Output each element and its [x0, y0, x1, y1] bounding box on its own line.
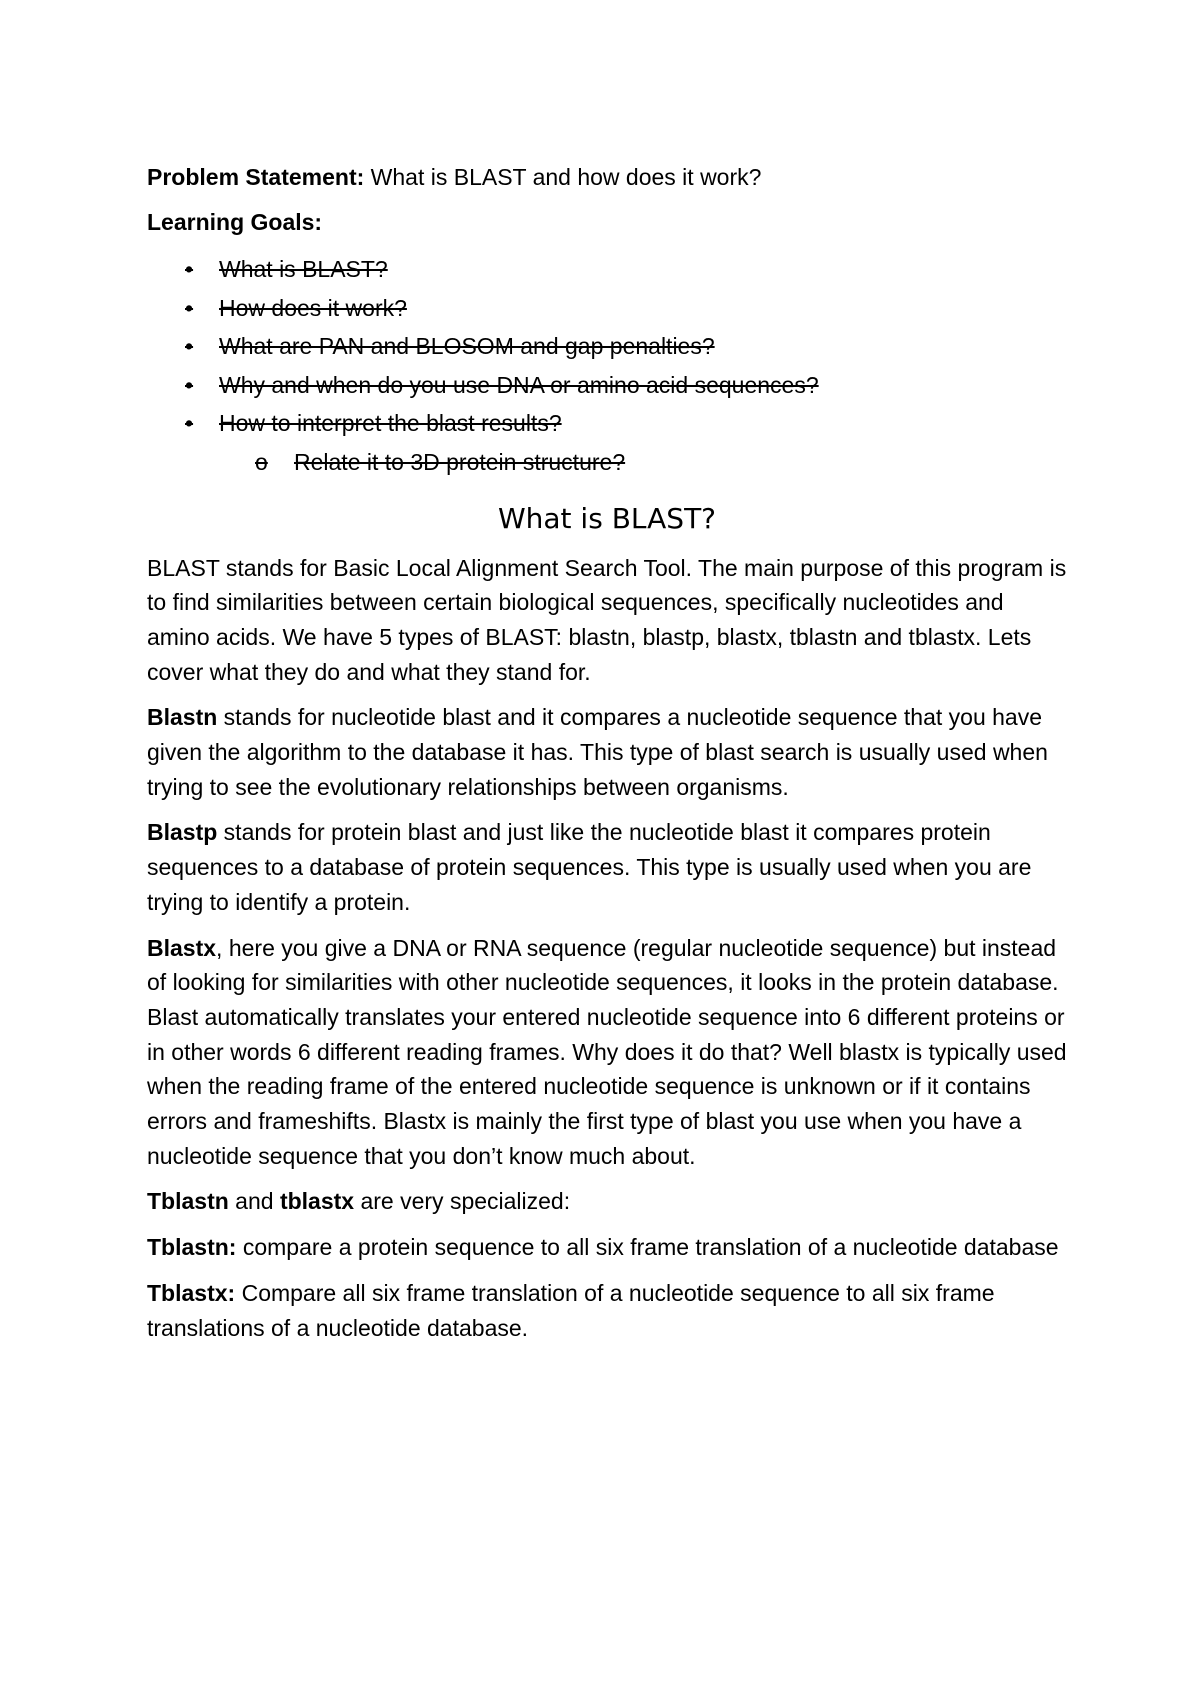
bullet-icon: • [185, 294, 194, 321]
problem-statement [147, 160, 1067, 194]
learning-goals-sublist [147, 443, 1067, 481]
intro-paragraph: BLAST stands for Basic Local Alignment Search Tool. The main purpose of this program is to find similarities between certain biological sequences, specifically nucleotides and amino acids. We have 5 types of BLAST: blastn, blastp, blastx, tblastn and tblastx. Lets cover what they do and what they stand for. [147, 554, 1067, 685]
blastn-text: stands for nucleotide blast and it compares a nucleotide sequence that you have given the algorithm to the database it has. This type of blast search is usually used when trying to see the evolutionary relationships between organisms. [147, 704, 1048, 800]
specialized-and: and [228, 1188, 280, 1215]
tblastx-term: Tblastx: [147, 1279, 236, 1306]
bullet-icon: • [185, 333, 194, 359]
section-title: What is BLAST? [497, 501, 717, 535]
goal-text: How to interpret the blast results? [219, 410, 562, 436]
blastx-term: Blastx [147, 934, 217, 961]
goal-item [147, 250, 1067, 289]
goal-item [147, 366, 1067, 405]
tblastx-term-inline: tblastx [279, 1188, 355, 1215]
goal-text: What is BLAST? [219, 256, 388, 282]
blastp-text: stands for protein blast and just like the nucleotide blast it compares protein sequences to a database of protein sequences. This type is usually used when you are trying to identify a protein. [147, 819, 1032, 915]
bullet-icon: • [185, 256, 194, 282]
blastx-text: , here you give a DNA or RNA sequence (regular nucleotide sequence) but instead of looking for similarities with other nucleotide sequences, it looks in the protein database. Blast automatically translates your entered nucleotide sequence into 6 different proteins or in other words 6 different reading frames. Why does it do that? Well blastx is typically used when the reading frame of the entered nucleotide sequence is unknown or if it contains errors and frameshifts. Blastx is mainly the first type of blast you use when you have a nucleotide sequence that you don’t know much about. [147, 934, 1067, 1169]
learning-goals-heading [147, 205, 1067, 239]
circle-bullet-icon: o [255, 448, 268, 475]
bullet-icon: • [185, 371, 194, 398]
goal-item [147, 404, 1067, 443]
goal-subitem-text: Relate it to 3D protein structure? [294, 448, 626, 475]
tblastx-paragraph [147, 1276, 1067, 1345]
tblastn-term-inline: Tblastn [147, 1188, 229, 1215]
goal-item [147, 289, 1067, 328]
tblastn-term: Tblastn: [147, 1234, 237, 1261]
learning-goals-list [147, 250, 1067, 443]
goal-subitem [147, 443, 1067, 481]
blastx-paragraph [147, 931, 1067, 1174]
blastn-term: Blastn [147, 704, 218, 731]
blastn-paragraph [147, 700, 1067, 804]
problem-statement-label: Problem Statement: [147, 164, 365, 190]
goal-text: What are PAN and BLOSOM and gap penalties? [219, 333, 715, 359]
tblastn-paragraph [147, 1230, 1067, 1265]
problem-statement-text: What is BLAST and how does it work? [370, 164, 762, 190]
goal-item [147, 327, 1067, 366]
tblastn-text: compare a protein sequence to all six frame translation of a nucleotide database [236, 1234, 1059, 1261]
tblastx-text: Compare all six frame translation of a nucleotide sequence to all six frame translations of a nucleotide database. [147, 1279, 995, 1341]
goal-text: Why and when do you use DNA or amino acid sequences? [219, 371, 819, 398]
specialized-paragraph [147, 1184, 1067, 1219]
bullet-icon: • [185, 410, 194, 436]
specialized-text: are very specialized: [354, 1188, 571, 1215]
blastp-term: Blastp [147, 819, 218, 846]
document-page [147, 160, 1067, 1356]
blastp-paragraph [147, 815, 1067, 919]
goal-text: How does it work? [219, 294, 407, 321]
learning-goals-label: Learning Goals: [147, 209, 323, 235]
